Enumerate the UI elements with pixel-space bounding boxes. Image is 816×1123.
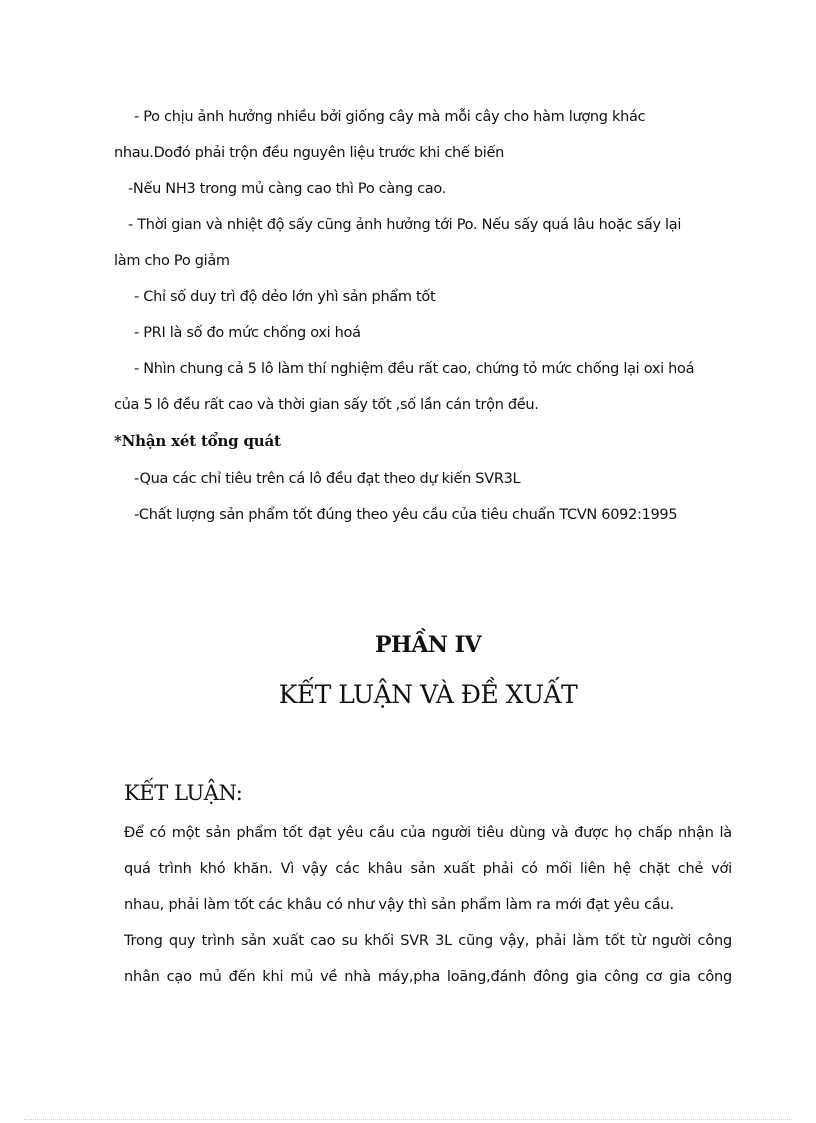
paragraph-line: -Nếu NH3 trong mủ càng cao thì Po càng cao. [128, 181, 446, 197]
part-title: PHẦN IV [374, 632, 482, 658]
conclusion-line: Trong quy trình sản xuất cao su khối SVR 3L cũng vậy, phải làm tốt từ người công [124, 933, 732, 949]
paragraph-line: - Po chịu ảnh hưởng nhiều bởi giống cây mà mỗi cây cho hàm lượng khác [134, 109, 646, 125]
general-review-item: -Chất lượng sản phẩm tốt đúng theo yêu cầu của tiêu chuẩn TCVN 6092:1995 [134, 507, 678, 523]
paragraph-line: của 5 lô đều rất cao và thời gian sấy tốt ,số lần cán trộn đều. [114, 397, 539, 413]
general-review-heading: *Nhận xét tổng quát [114, 432, 281, 450]
paragraph-line: - Thời gian và nhiệt độ sấy cũng ảnh hưởng tới Po. Nếu sấy quá lâu hoặc sấy lại [128, 217, 682, 233]
part-subtitle: KẾT LUẬN VÀ ĐỀ XUẤT [278, 680, 578, 709]
conclusion-line: nhân cạo mủ đến khi mủ về nhà máy,pha loãng,đánh đông gia công cơ gia công [124, 969, 732, 985]
paragraph-line: làm cho Po giảm [114, 253, 230, 269]
general-review-item: -Qua các chỉ tiêu trên cá lô đều đạt theo dự kiến SVR3L [134, 471, 521, 487]
conclusion-line: Để có một sản phẩm tốt đạt yêu cầu của người tiêu dùng và được họ chấp nhận là [124, 825, 732, 841]
paragraph-line: - Nhìn chung cả 5 lô làm thí nghiệm đều rất cao, chứng tỏ mức chống lại oxi hoá [134, 361, 695, 377]
paragraph-line: nhau.Dođó phải trộn đều nguyên liệu trước khi chế biến [114, 145, 504, 161]
conclusion-line: quá trình khó khăn. Vì vậy các khâu sản xuất phải có mối liên hệ chặt chẻ với [124, 861, 732, 877]
page-bottom-divider [24, 1119, 792, 1120]
conclusion-line: nhau, phải làm tốt các khâu có như vậy thì sản phẩm làm ra mới đạt yêu cầu. [124, 897, 674, 913]
conclusion-heading: KẾT LUẬN: [124, 781, 243, 805]
paragraph-line: - PRI là số đo mức chống oxi hoá [134, 325, 361, 341]
paragraph-line: - Chỉ số duy trì độ dẻo lớn yhì sản phẩm tốt [134, 289, 436, 305]
